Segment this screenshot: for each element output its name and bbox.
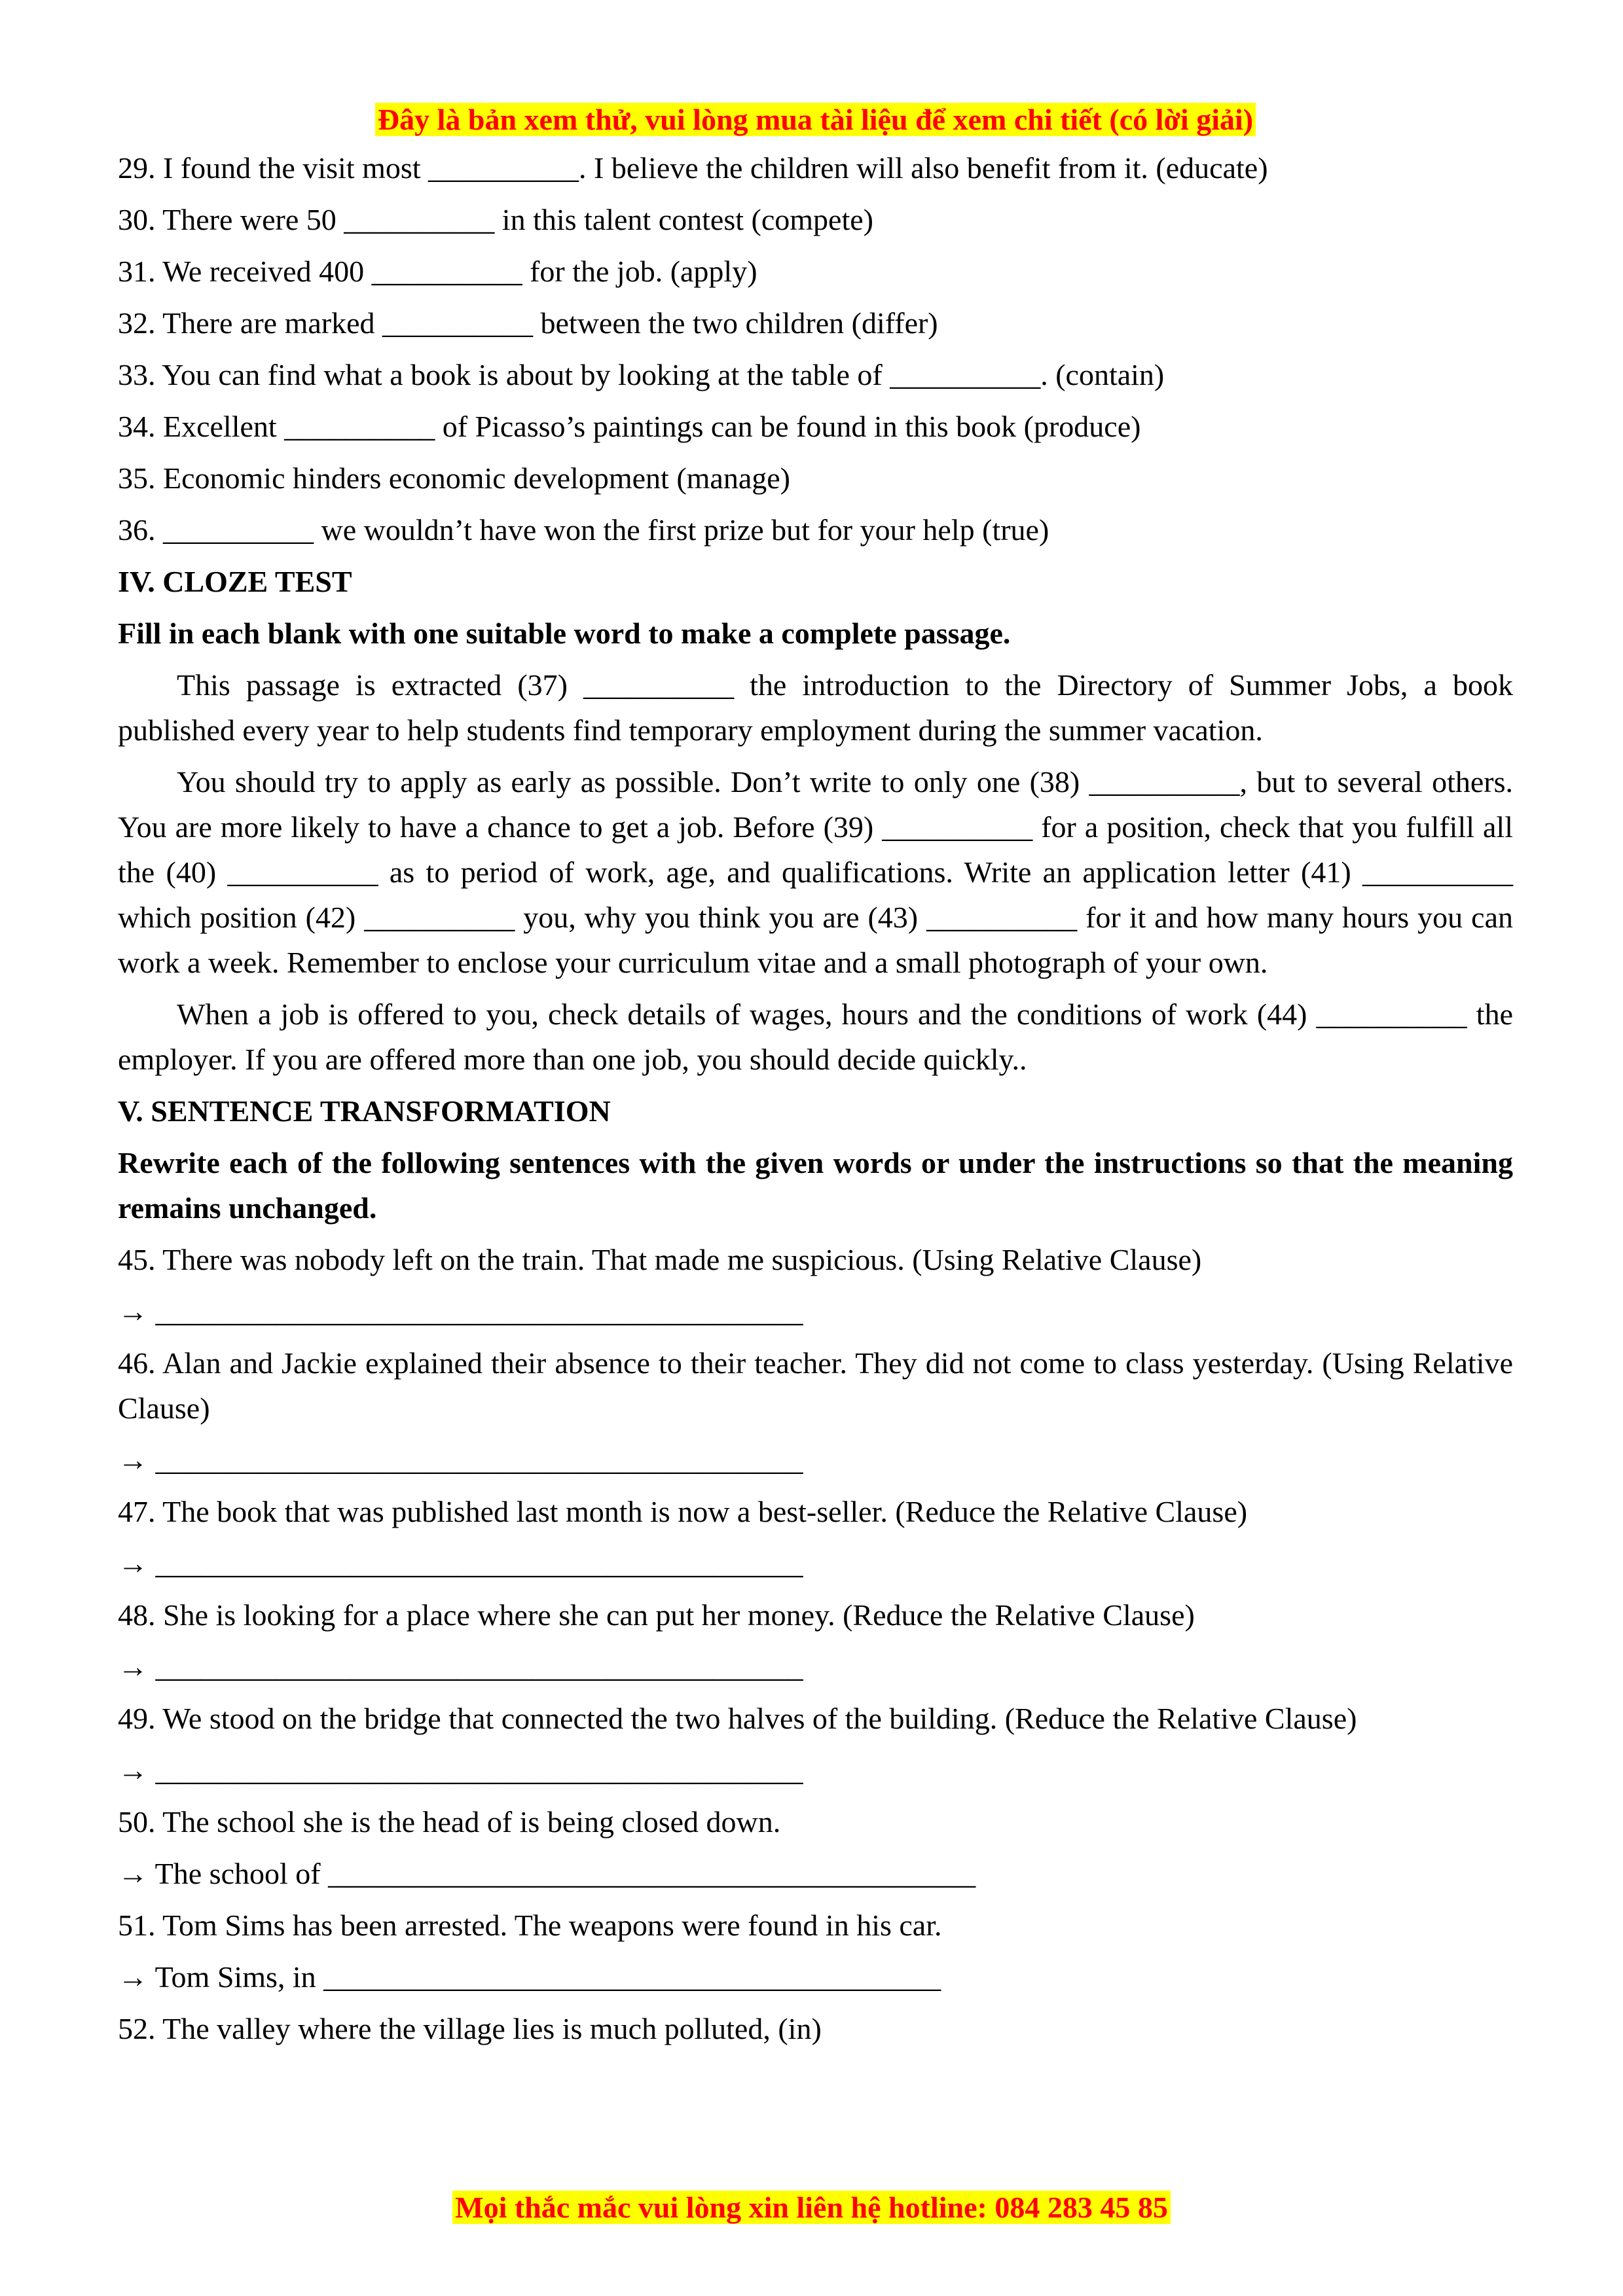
- question-49: 49. We stood on the bridge that connected the two halves of the building. (Reduce the Relative Clause): [118, 1702, 1357, 1735]
- word-form-list: [118, 145, 1513, 552]
- answer-line-50: → The school of ___________________________________________: [118, 1857, 976, 1890]
- question-35: 35. Economic hinders economic development (manage): [118, 461, 790, 495]
- question-29: 29. I found the visit most __________. I believe the children will also benefit from it. (educate): [118, 151, 1268, 185]
- document-page: [118, 98, 1513, 2058]
- cloze-paragraph-3: When a job is offered to you, check details of wages, hours and the conditions of work (44) __________ the employer. If you are offered more than one job, you should decide quickly..: [118, 997, 1513, 1076]
- answer-line-47: → ___________________________________________: [118, 1547, 803, 1580]
- hotline-banner: [0, 2186, 1623, 2229]
- cloze-paragraph-2: You should try to apply as early as possible. Don’t write to only one (38) __________, but to several others. You are more likely to have a chance to get a job. Before (39) __________ for a position, check that you fulfill all the (40) __________ as to period of work, age, and qualifications. Write an application letter (41) __________ which position (42) __________ you, why you think you are (43) __________ for it and how many hours you can work a week. Remember to enclose your curriculum vitae and a small photograph of your own.: [118, 765, 1513, 979]
- section-4-title: IV. CLOZE TEST: [118, 565, 352, 598]
- question-34: 34. Excellent __________ of Picasso’s paintings can be found in this book (produce): [118, 410, 1141, 443]
- question-51: 51. Tom Sims has been arrested. The weapons were found in his car.: [118, 1909, 942, 1942]
- question-33: 33. You can find what a book is about by looking at the table of __________. (contain): [118, 358, 1165, 391]
- section-5-instruction: Rewrite each of the following sentences with the given words or under the instructions so that the meaning remains unchanged.: [118, 1146, 1513, 1225]
- question-31: 31. We received 400 __________ for the job. (apply): [118, 255, 757, 288]
- hotline-banner-text: Mọi thắc mắc vui lòng xin liên hệ hotline: 084 283 45 85: [452, 2191, 1171, 2224]
- question-48: 48. She is looking for a place where she can put her money. (Reduce the Relative Clause): [118, 1598, 1195, 1632]
- section-4-instruction: Fill in each blank with one suitable word to make a complete passage.: [118, 617, 1011, 650]
- preview-banner-text: Đây là bản xem thử, vui lòng mua tài liệu để xem chi tiết (có lời giải): [375, 103, 1256, 136]
- section-5-title: V. SENTENCE TRANSFORMATION: [118, 1094, 611, 1128]
- question-32: 32. There are marked __________ between the two children (differ): [118, 306, 938, 340]
- answer-line-49: → ___________________________________________: [118, 1753, 803, 1787]
- answer-line-45: → ___________________________________________: [118, 1295, 803, 1328]
- question-47: 47. The book that was published last month is now a best-seller. (Reduce the Relative Clause): [118, 1495, 1248, 1528]
- question-30: 30. There were 50 __________ in this talent contest (compete): [118, 203, 873, 236]
- answer-line-51: → Tom Sims, in _________________________________________: [118, 1960, 941, 1994]
- answer-line-46: → ___________________________________________: [118, 1443, 803, 1477]
- question-45: 45. There was nobody left on the train. That made me suspicious. (Using Relative Clause): [118, 1243, 1202, 1276]
- answer-line-48: → ___________________________________________: [118, 1650, 803, 1683]
- question-36: 36. __________ we wouldn’t have won the first prize but for your help (true): [118, 513, 1049, 547]
- cloze-paragraph-1: This passage is extracted (37) __________ the introduction to the Directory of Summer Jobs, a book published every year to help students find temporary employment during the summer vacation.: [118, 668, 1513, 747]
- question-50: 50. The school she is the head of is being closed down.: [118, 1805, 781, 1839]
- preview-banner: [118, 98, 1513, 141]
- question-46: 46. Alan and Jackie explained their absence to their teacher. They did not come to class yesterday. (Using Relative Clause): [118, 1346, 1513, 1425]
- question-52: 52. The valley where the village lies is much polluted, (in): [118, 2012, 822, 2045]
- transformation-list: [118, 1237, 1513, 2051]
